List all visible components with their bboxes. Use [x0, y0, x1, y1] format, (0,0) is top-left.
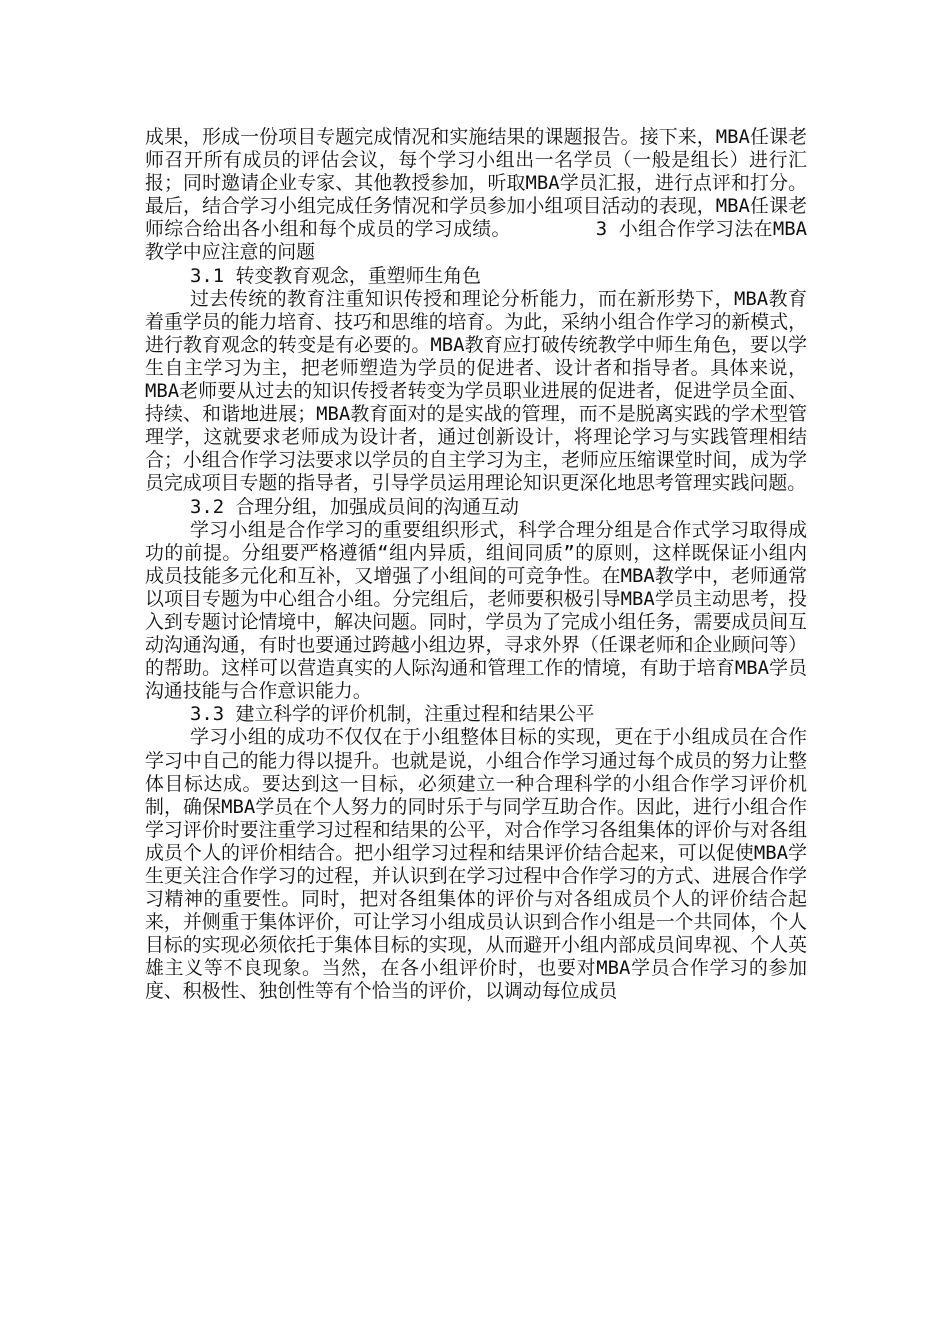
paragraph-intro-text: 成果，形成一份项目专题完成情况和实施结果的课题报告。接下来，MBA任课老师召开所有成员的评估会议，每个学习小组出一名学员（一般是组长）进行汇报；同时邀请企业专家、其他教授参加，听取MBA学员汇报，进行点评和打分。最后，结合学习小组完成任务情况和学员参加小组项目活动的表现，MBA任课老师综合给出各小组和每个成员的学习成绩。 [145, 126, 807, 241]
document-page [145, 126, 807, 1004]
section-3-1-heading: 3.1 转变教育观念，重塑师生角色 [190, 264, 482, 287]
section-3-2-heading: 3.2 合理分组，加强成员间的沟通互动 [190, 495, 519, 518]
section-3-1-paragraph: 过去传统的教育注重知识传授和理论分析能力，而在新形势下，MBA教育着重学员的能力培育、技巧和思维的培育。为此，采纳小组合作学习的新模式，进行教育观念的转变是有必要的。MBA教育应打破传统教学中师生角色，要以学生自主学习为主，把老师塑造为学员的促进者、设计者和指导者。具体来说，MBA老师要从过去的知识传授者转变为学员职业进展的促进者，促进学员全面、持续、和谐地进展；MBA教育面对的是实战的管理，而不是脱离实践的学术型管理学，这就要求老师成为设计者，通过创新设计，将理论学习与实践管理相结合；小组合作学习法要求以学员的自主学习为主，老师应压缩课堂时间，成为学员完成项目专题的指导者，引导学员运用理论知识更深化地思考管理实践问题。 [145, 287, 807, 495]
section-3-3-paragraph: 学习小组的成功不仅仅在于小组整体目标的实现，更在于小组成员在合作学习中自己的能力得以提升。也就是说，小组合作学习通过每个成员的努力让整体目标达成。要达到这一目标，必须建立一种合理科学的小组合作学习评价机制，确保MBA学员在个人努力的同时乐于与同学互助合作。因此，进行小组合作学习评价时要注重学习过程和结果的公平，对合作学习各组集体的评价与对各组成员个人的评价相结合。把小组学习过程和结果评价结合起来，可以促使MBA学生更关注合作学习的过程，并认识到在学习过程中合作学习的方式、进展合作学习精神的重要性。同时，把对各组集体的评价与对各组成员个人的评价结合起来，并侧重于集体评价，可让学习小组成员认识到合作小组是一个共同体，个人目标的实现必须依托于集体目标的实现，从而避开小组内部成员间卑视、个人英雄主义等不良现象。当然，在各小组评价时，也要对MBA学员合作学习的参加度、积极性、独创性等有个恰当的评价，以调动每位成员 [145, 726, 807, 1003]
section-3-2-paragraph: 学习小组是合作学习的重要组织形式，科学合理分组是合作式学习取得成功的前提。分组要严格遵循“组内异质，组间同质”的原则，这样既保证小组内成员技能多元化和互补，又增强了小组间的可竞争性。在MBA教学中，老师通常以项目专题为中心组合小组。分完组后，老师要积极引导MBA学员主动思考，投入到专题讨论情境中，解决问题。同时，学员为了完成小组任务，需要成员间互动沟通沟通，有时也要通过跨越小组边界，寻求外界（任课老师和企业顾问等）的帮助。这样可以营造真实的人际沟通和管理工作的情境，有助于培育MBA学员沟通技能与合作意识能力。 [145, 518, 807, 703]
paragraph-intro [145, 126, 807, 265]
section-3-heading: 3 小组合作学习法在MBA教学中应注意的问题 [145, 218, 807, 264]
section-3-3-heading: 3.3 建立科学的评价机制，注重过程和结果公平 [190, 703, 595, 726]
